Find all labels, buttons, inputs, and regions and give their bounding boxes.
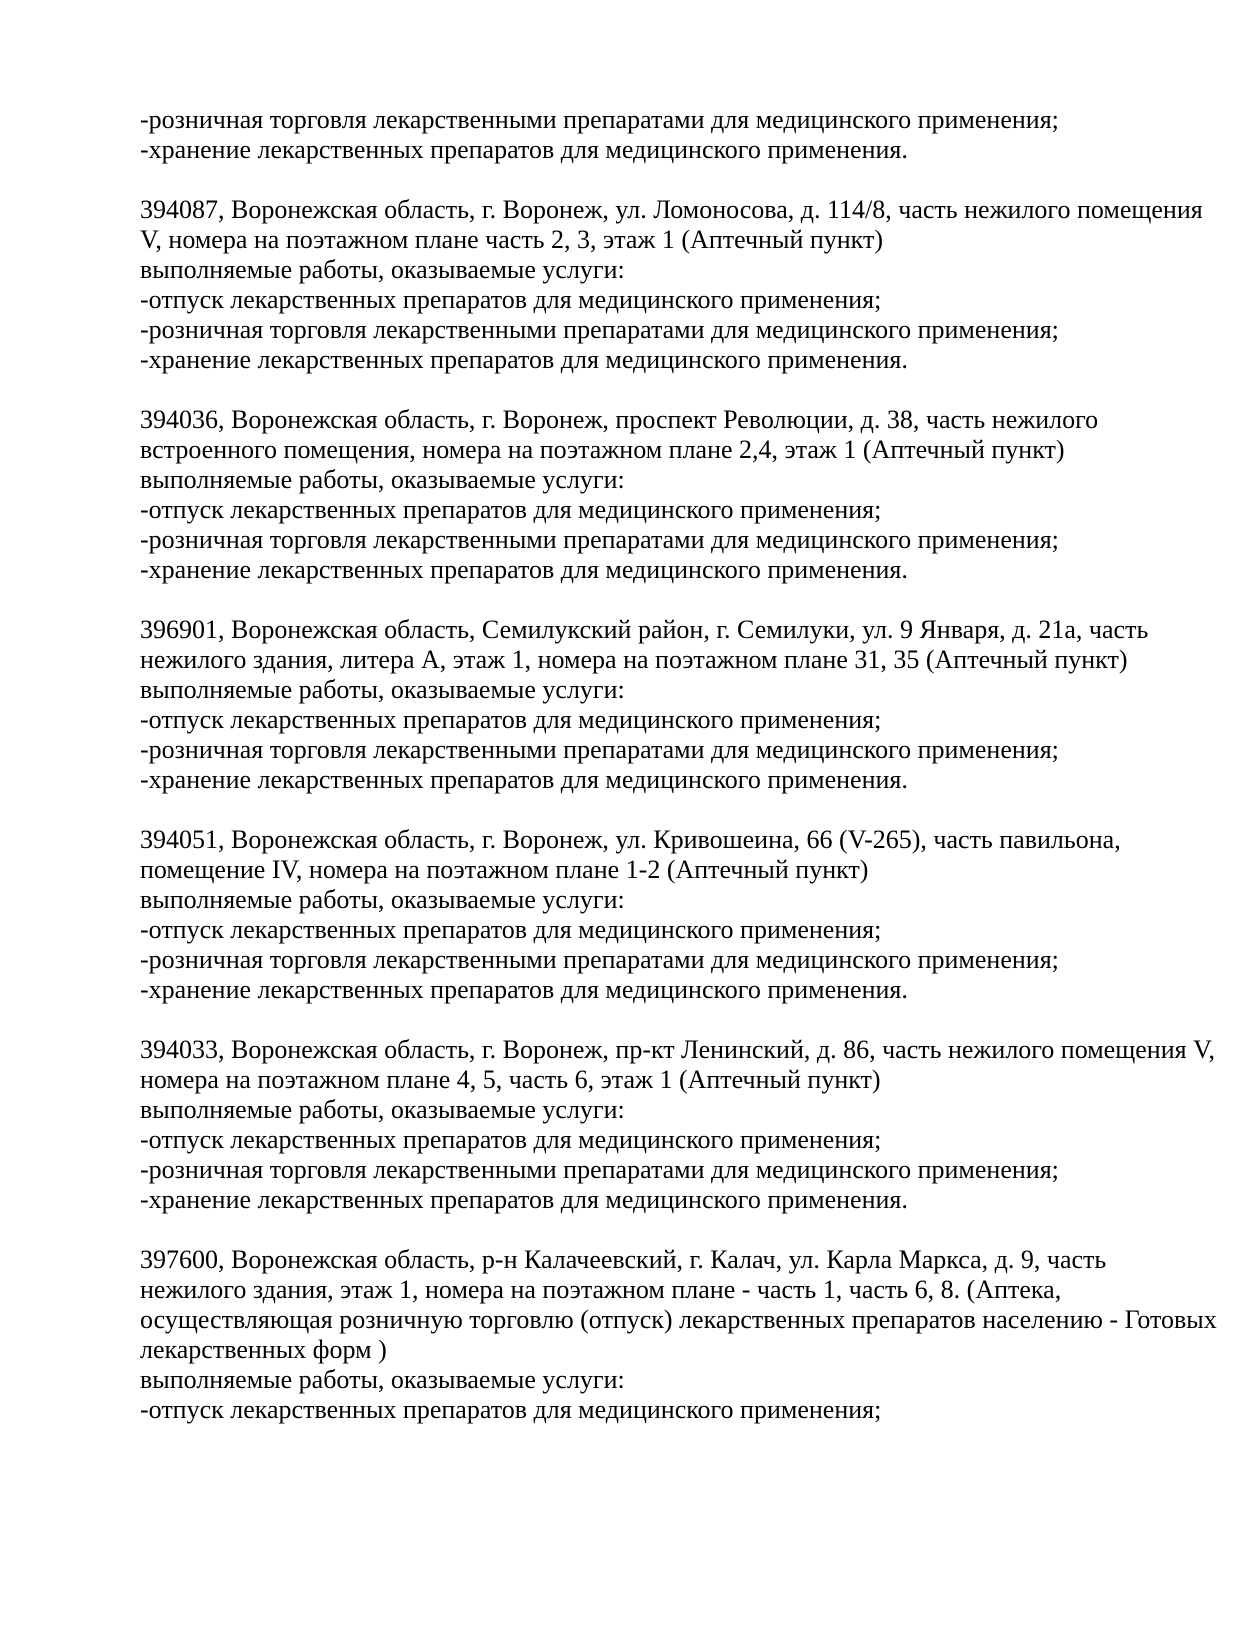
text-line: -хранение лекарственных препаратов для медицинского применения. xyxy=(140,975,908,1004)
text-line: -хранение лекарственных препаратов для медицинского применения. xyxy=(140,345,908,374)
paragraph xyxy=(140,615,1210,795)
text-line: 397600, Воронежская область, р-н Калачеевский, г. Калач, ул. Карла Маркса, д. 9, часть xyxy=(140,1245,1107,1274)
text-line: V, номера на поэтажном плане часть 2, 3, этаж 1 (Аптечный пункт) xyxy=(140,225,883,254)
text-line: -хранение лекарственных препаратов для медицинского применения. xyxy=(140,555,908,584)
paragraph xyxy=(140,195,1210,375)
text-line: -хранение лекарственных препаратов для медицинского применения. xyxy=(140,1185,908,1214)
text-line: 394051, Воронежская область, г. Воронеж, ул. Кривошеина, 66 (V-265), часть павильона, xyxy=(140,825,1121,854)
text-line: -отпуск лекарственных препаратов для медицинского применения; xyxy=(140,495,882,524)
paragraph xyxy=(140,825,1210,1005)
text-line: -розничная торговля лекарственными препаратами для медицинского применения; xyxy=(140,315,1059,344)
text-line: лекарственных форм ) xyxy=(140,1335,387,1364)
text-line: -отпуск лекарственных препаратов для медицинского применения; xyxy=(140,705,882,734)
text-line: нежилого здания, литера А, этаж 1, номера на поэтажном плане 31, 35 (Аптечный пункт) xyxy=(140,645,1128,674)
text-line: -хранение лекарственных препаратов для медицинского применения. xyxy=(140,765,908,794)
text-line: -розничная торговля лекарственными препаратами для медицинского применения; xyxy=(140,105,1059,134)
text-line: 396901, Воронежская область, Семилукский район, г. Семилуки, ул. 9 Января, д. 21а, часть xyxy=(140,615,1149,644)
text-line: нежилого здания, этаж 1, номера на поэтажном плане - часть 1, часть 6, 8. (Аптека, xyxy=(140,1275,1062,1304)
text-line: -розничная торговля лекарственными препаратами для медицинского применения; xyxy=(140,945,1059,974)
text-line: -хранение лекарственных препаратов для медицинского применения. xyxy=(140,135,908,164)
text-line: -отпуск лекарственных препаратов для медицинского применения; xyxy=(140,915,882,944)
text-line: выполняемые работы, оказываемые услуги: xyxy=(140,255,625,284)
text-line: 394087, Воронежская область, г. Воронеж, ул. Ломоносова, д. 114/8, часть нежилого помещения xyxy=(140,195,1203,224)
text-line: выполняемые работы, оказываемые услуги: xyxy=(140,465,625,494)
text-line: -отпуск лекарственных препаратов для медицинского применения; xyxy=(140,285,882,314)
text-line: осуществляющая розничную торговлю (отпуск) лекарственных препаратов населению - Готовых xyxy=(140,1305,1217,1334)
paragraph xyxy=(140,1035,1215,1215)
text-line: выполняемые работы, оказываемые услуги: xyxy=(140,1095,625,1124)
text-line: -отпуск лекарственных препаратов для медицинского применения; xyxy=(140,1395,882,1424)
text-line: -розничная торговля лекарственными препаратами для медицинского применения; xyxy=(140,1155,1059,1184)
text-line: выполняемые работы, оказываемые услуги: xyxy=(140,675,625,704)
paragraph xyxy=(140,1245,1217,1425)
text-line: -розничная торговля лекарственными препаратами для медицинского применения; xyxy=(140,735,1059,764)
text-line: -розничная торговля лекарственными препаратами для медицинского применения; xyxy=(140,525,1059,554)
paragraph xyxy=(140,105,1210,165)
text-line: 394033, Воронежская область, г. Воронеж, пр-кт Ленинский, д. 86, часть нежилого помещения V, xyxy=(140,1035,1215,1064)
text-line: -отпуск лекарственных препаратов для медицинского применения; xyxy=(140,1125,882,1154)
text-line: встроенного помещения, номера на поэтажном плане 2,4, этаж 1 (Аптечный пункт) xyxy=(140,435,1065,464)
text-line: помещение IV, номера на поэтажном плане 1-2 (Аптечный пункт) xyxy=(140,855,869,884)
text-line: номера на поэтажном плане 4, 5, часть 6, этаж 1 (Аптечный пункт) xyxy=(140,1065,881,1094)
text-line: выполняемые работы, оказываемые услуги: xyxy=(140,885,625,914)
paragraph xyxy=(140,405,1210,585)
text-line: 394036, Воронежская область, г. Воронеж, проспект Революции, д. 38, часть нежилого xyxy=(140,405,1099,434)
text-line: выполняемые работы, оказываемые услуги: xyxy=(140,1365,625,1394)
document-content xyxy=(140,105,1217,1425)
